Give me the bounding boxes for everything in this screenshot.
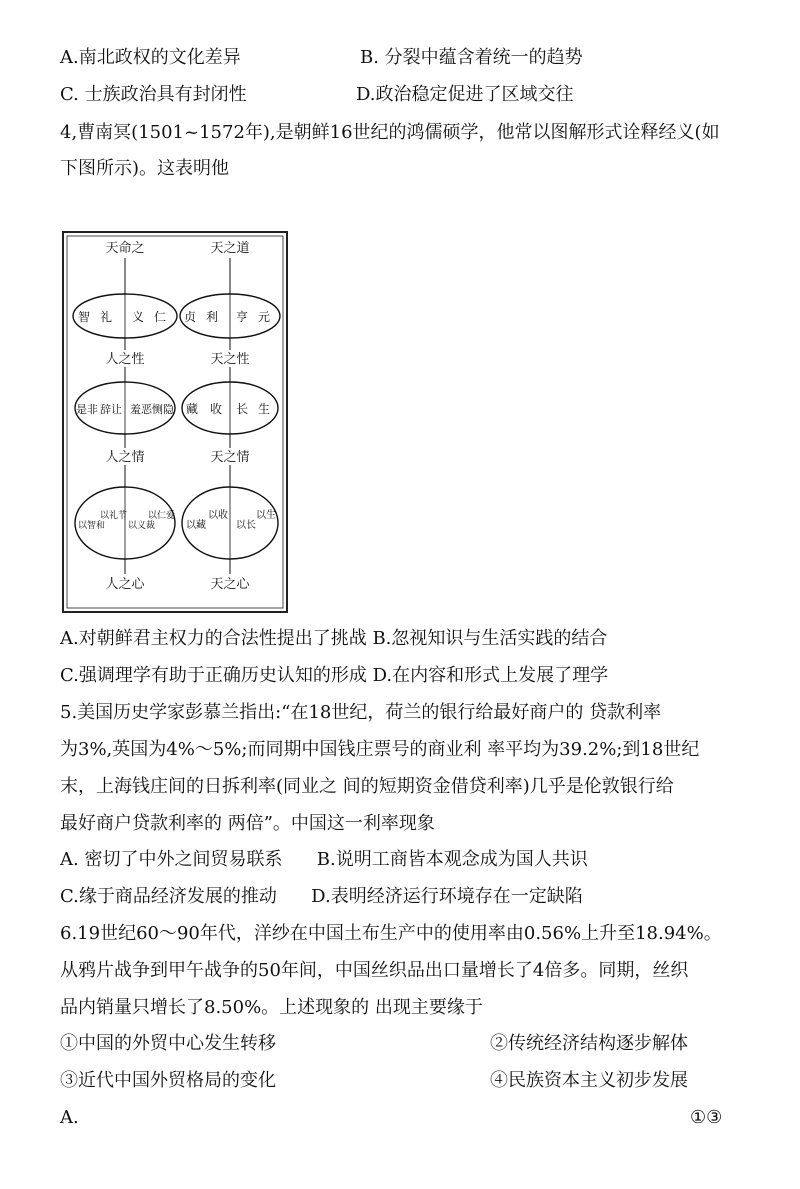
- left-ring3-item0: 以智和: [78, 521, 106, 531]
- q5-stem-line1: 5.美国历史学家彭慕兰指出:“在18世纪，荷兰的银行给最好商户的 贷款利率: [60, 702, 662, 723]
- left-ring3-item3: 以仁爱: [148, 511, 176, 521]
- left-top-text: 天命之: [105, 241, 145, 256]
- right-ring2-item2: 长: [236, 402, 249, 416]
- right-top-label: 天之道: [210, 241, 250, 256]
- q4-options-line1: A.对朝鲜君主权力的合法性提出了挑战 B.忽视知识与生活实践的结合: [60, 628, 608, 649]
- left-ring1-item3: 仁: [154, 310, 167, 324]
- q6-item-1: ①中国的外贸中心发生转移: [60, 1033, 276, 1054]
- left-bottom-label: 人之心: [105, 577, 145, 592]
- left-ring2-item1: 辞让: [100, 403, 122, 416]
- q6-stem-line2: 从鸦片战争到甲午战争的50年间，中国丝织品出口量增长了4倍多。同期，丝织: [60, 960, 689, 981]
- left-mid1-label: 人之性: [105, 352, 145, 367]
- q6-item-2: ②传统经济结构逐步解体: [490, 1033, 688, 1054]
- left-top-label: [105, 240, 144, 256]
- q5-stem-line3: 末，上海钱庄间的日拆利率(同业之 间的短期资金借贷利率)几乎是伦敦银行给: [60, 776, 674, 797]
- right-mid1-label: 天之性: [210, 352, 250, 367]
- right-ring2-item3: 生: [258, 402, 271, 416]
- q3-option-d: D.政治稳定促进了区域交往: [356, 84, 574, 105]
- right-ring3-item1: 以收: [208, 510, 228, 521]
- q4-stem-line2: 下图所示)。这表明他: [60, 158, 230, 179]
- q3-option-b: B. 分裂中蕴含着统一的趋势: [360, 47, 583, 68]
- left-ring3-item2: 以义裁: [128, 521, 156, 531]
- right-ring1-item0: 贞: [184, 310, 197, 324]
- q6-stem-line1: 6.19世纪60～90年代，洋纱在中国土布生产中的使用率由0.56%上升至18.94%。: [60, 923, 722, 944]
- diagram-inner-frame: [67, 236, 283, 608]
- left-ring2-item3: 恻隐: [152, 403, 174, 416]
- q4-options-line2: C.强调理学有助于正确历史认知的形成 D.在内容和形式上发展了理学: [60, 665, 609, 686]
- left-ring1-item0: 智: [78, 310, 91, 324]
- q4-diagram-svg: [60, 228, 290, 616]
- right-ring3-item2: 以长: [236, 520, 256, 531]
- left-mid2-label: 人之情: [105, 450, 145, 465]
- right-ring1-item1: 利: [206, 310, 219, 324]
- q5-options-line1: A. 密切了中外之间贸易联系 B.说明工商皆本观念成为国人共识: [60, 849, 588, 870]
- q6-answer-value: ①③: [690, 1107, 723, 1128]
- left-ring3-item1: 以礼节: [100, 511, 128, 521]
- q4-diagram-figure: [60, 228, 290, 616]
- left-ring2-item2: 羞恶: [130, 403, 152, 416]
- right-ring1-item3: 元: [258, 310, 271, 324]
- q6-item-3: ③近代中国外贸格局的变化: [60, 1070, 276, 1091]
- q5-stem-line4: 最好商户贷款利率的 两倍”。中国这一利率现象: [60, 813, 435, 834]
- q6-stem-line3: 品内销量只增长了8.50%。上述现象的 出现主要缘于: [60, 997, 483, 1018]
- right-ring2-item0: 藏: [186, 402, 199, 416]
- right-ring1-item2: 亨: [236, 310, 249, 324]
- q3-option-a: A.南北政权的文化差异: [60, 47, 241, 68]
- right-ring2-item1: 收: [210, 402, 223, 416]
- left-ring1-item2: 义: [132, 310, 145, 324]
- q4-stem-line1: 4,曹南冥(1501~1572年),是朝鲜16世纪的鸿儒硕学，他常以图解形式诠释经义(如: [60, 122, 720, 143]
- right-mid2-label: 天之情: [210, 450, 250, 465]
- right-ring3-item0: 以藏: [186, 520, 206, 531]
- left-ring2-item0: 是非: [76, 403, 98, 416]
- left-ring1-item1: 礼: [100, 310, 113, 324]
- right-ring3-item3: 以生: [256, 510, 276, 521]
- q5-stem-line2: 为3%,英国为4%～5%;而同期中国钱庄票号的商业利 率平均为39.2%;到18世纪: [60, 739, 700, 760]
- q3-option-c: C. 士族政治具有封闭性: [60, 84, 247, 105]
- q6-answer-label: A.: [60, 1107, 79, 1128]
- right-bottom-label: 天之心: [210, 577, 250, 592]
- q5-options-line2: C.缘于商品经济发展的推动 D.表明经济运行环境存在一定缺陷: [60, 886, 583, 907]
- q6-item-4: ④民族资本主义初步发展: [490, 1070, 688, 1091]
